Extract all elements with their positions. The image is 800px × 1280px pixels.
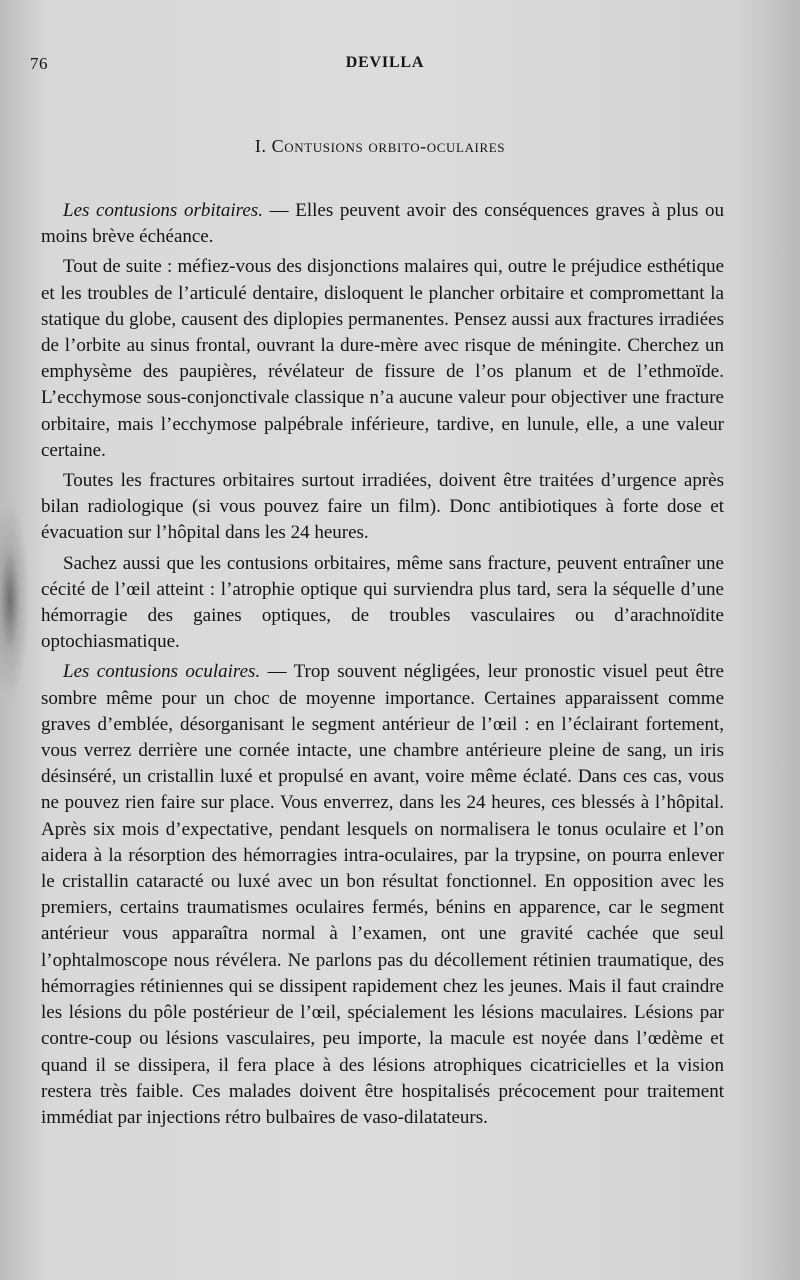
paragraph-blindness-risk [41, 551, 724, 656]
paragraph-lead: Les contusions orbitaires. [63, 200, 263, 221]
paragraph-lead: Les contusions oculaires. [63, 661, 261, 683]
paragraph-orbital-contusions [41, 198, 724, 250]
running-title: DEVILLA [345, 54, 425, 71]
paragraph-text: Sachez aussi que les contusions orbitaires, même sans fracture, peuvent entraîner une cécité de l’œil atteint : l’atrophie optique qui surviendra plus tard, sera la séquelle d’une hémorragie des gaines optiques, de troubles vasculaires ou d’arachnoïdite optochiasmatique. [41, 552, 724, 653]
page-number: 76 [30, 54, 48, 73]
section-title: I. Contusions orbito-oculaires [254, 136, 506, 156]
page-header [30, 54, 740, 80]
paragraph-ocular-contusions [41, 659, 724, 1131]
paragraph-text: Toutes les fractures orbitaires surtout irradiées, doivent être traitées d’urgence après bilan radiologique (si vous pouvez faire un film). Donc antibiotiques à forte dose et évacuation sur l’hôpital dans les 24 heures. [41, 470, 724, 544]
paragraph-text: — Elles peuvent avoir des conséquences graves à plus ou moins brève échéance. [41, 200, 724, 248]
page-edge-smudge [0, 500, 30, 700]
body-text [41, 198, 724, 1135]
paragraph-text: — Trop souvent négligées, leur pronostic visuel peut être sombre même pour un choc de moyenne importance. Certaines apparaissent comme graves d’emblée, désorganisant le segment antérieur de l’œil : en l’éclairant fortement, vous verrez derrière une cornée intacte, une chambre antérieure pleine de sang, un iris désinséré, un cristallin luxé et propulsé en avant, voire même éclaté. Dans ces cas, vous ne pouvez rien faire sur place. Vous enverrez, dans les 24 heures, ces blessés à l’hôpital. Après six mois d’expectative, pendant lesquels on normalisera le tonus oculaire et l’on aidera à la résorption des hémorragies intra-oculaires, par la trypsine, on pourra enlever le cristallin cataracté ou luxé avec un bon résultat fonctionnel. En opposition avec les premiers, certains traumatismes oculaires fermés, bénins en apparence, car le segment antérieur vous apparaîtra normal à l’examen, ont une gravité cachée que seul l’ophtalmoscope nous révélera. Ne parlons pas du décollement rétinien traumatique, des hémorragies rétiniennes qui se dissipent rapidement chez les jeunes. Mais il faut craindre les lésions du pôle postérieur de l’œil, spécialement les lésions maculaires. Lésions par contre-coup ou lésions vasculaires, peu importe, la macule est noyée dans l’œdème et quand il se dissipera, il fera place à des lésions atrophiques cicatricielles et la vision restera très faible. Ces malades doivent être hospitalisés précocement pour traitement immédiat par injections rétro bulbaires de vaso-dilatateurs. [41, 661, 724, 1128]
paragraph-urgent-treatment [41, 468, 724, 547]
paragraph-text: Tout de suite : méfiez-vous des disjonctions malaires qui, outre le préjudice esthétique et les troubles de l’articulé dentaire, disloquent le plancher orbitaire et compromettant la statique du globe, causent des diplopies permanentes. Pensez aussi aux fractures irradiées de l’orbite au sinus frontal, ouvrant la dure-mère avec risque de méningite. Cherchez un emphysème des paupières, révélateur de fissure de l’os planum et de l’ethmoïde. L’ecchymose sous-conjonctivale classique n’a aucune valeur pour objectiver une fracture orbitaire, mais l’ecchymose palpébrale inférieure, tardive, en lunule, elle, a une valeur certaine. [41, 256, 724, 461]
paragraph-malar-disjunctions [41, 254, 724, 464]
